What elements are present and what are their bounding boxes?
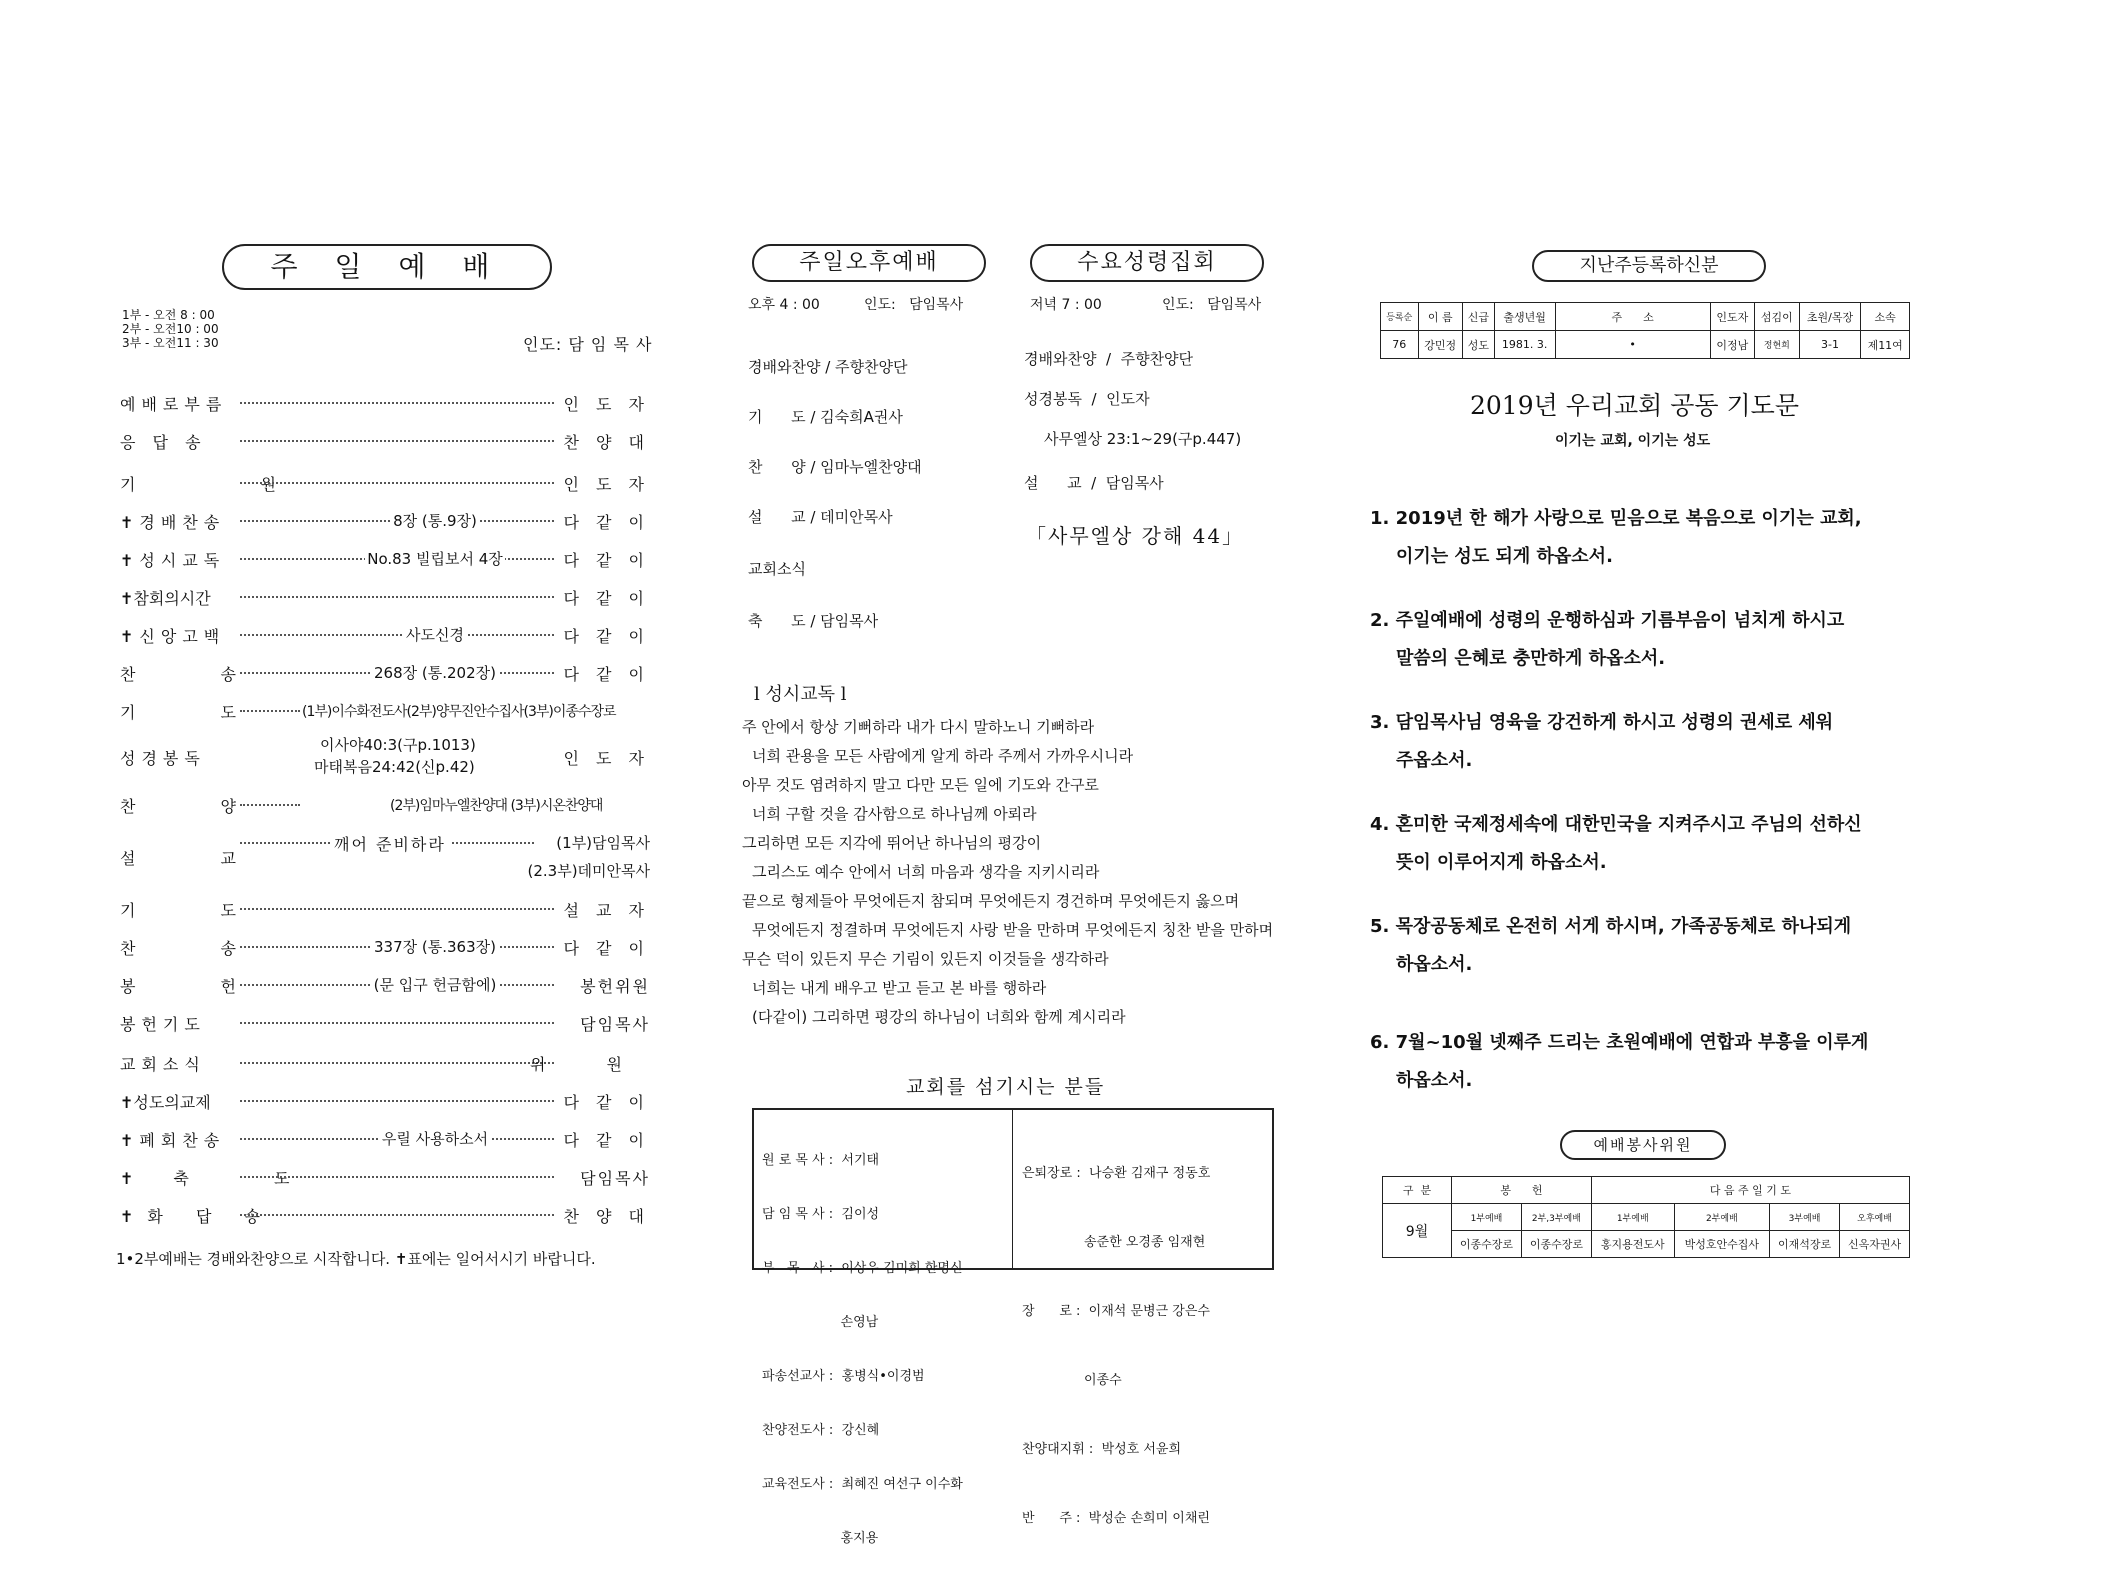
order-right: 설 교 자 [563, 901, 650, 920]
order-right: 찬 양 대 [563, 433, 650, 452]
dots [240, 1214, 554, 1216]
order-left: 예배로부름 [120, 395, 228, 414]
order-right: 다 같 이 [563, 1131, 650, 1150]
order-right: 담임목사 [580, 1169, 650, 1188]
order-row [120, 392, 650, 422]
newcomer-title: 지난주등록하신분 [1532, 250, 1766, 282]
order-row [120, 662, 650, 692]
prayer-num: 2. [1370, 610, 1390, 631]
time-2: 2부 - 오전10 : 00 [122, 322, 219, 336]
afternoon-item: 교회소식 [748, 560, 806, 578]
cell: 박성호안수집사 [1674, 1231, 1770, 1258]
wednesday-title: 수요성령집회 [1030, 244, 1264, 282]
prayer-item [1370, 908, 1910, 984]
afternoon-time: 오후 4 : 00 [748, 297, 820, 313]
reading-line: 끝으로 형제들아 무엇에든지 참되며 무엇에든지 경건하며 무엇에든지 옳으며 [742, 892, 1240, 910]
cell: 강민정 [1418, 331, 1463, 359]
wednesday-time: 저녁 7 : 00 [1030, 297, 1102, 313]
staff-line: 담 임 목 사 : 김이성 [762, 1207, 880, 1222]
prayer-line: 주옵소서. [1396, 750, 1473, 771]
order-mid: No.83 빌립보서 4장 [367, 550, 503, 568]
cell: 3-1 [1799, 331, 1861, 359]
order-left: ✝축 도 [120, 1169, 330, 1188]
cell: 1981. 3. [1494, 331, 1555, 359]
order-left: 봉헌기도 [120, 1015, 206, 1034]
newcomer-row [1381, 331, 1910, 359]
sub-cell: 3부예배 [1770, 1204, 1840, 1231]
afternoon-item: 기 도 / 김숙희A권사 [748, 408, 903, 426]
dots [240, 908, 554, 910]
order-left: 교회소식 [120, 1055, 206, 1074]
reading-line: 너희 관용을 모든 사람에게 알게 하라 주께서 가까우시니라 [752, 747, 1134, 765]
cell: 이재석장로 [1770, 1231, 1840, 1258]
order-left: ✝화 답 송 [120, 1207, 274, 1226]
reading-line: 너희는 내게 배우고 받고 듣고 본 바를 행하라 [752, 979, 1047, 997]
cell: 이종수장로 [1521, 1231, 1591, 1258]
order-row [120, 936, 650, 966]
order-mid: 268장 (통.202장) [374, 664, 496, 682]
order-row [120, 1204, 650, 1234]
order-left: 설 교 [120, 849, 276, 868]
wednesday-sermon: 「사무엘상 강해 44」 [1026, 524, 1245, 548]
order-mid: 깨어 준비하라 [330, 832, 450, 855]
wednesday-leader: 인도: 담임목사 [1162, 297, 1262, 313]
responsive-title: l 성시교독 l [754, 684, 847, 705]
afternoon-item: 축 도 / 담임목사 [748, 612, 879, 630]
staff-box [752, 1108, 1274, 1546]
reading-line: 너희 구할 것을 감사함으로 하나님께 아뢰라 [752, 805, 1037, 823]
sub-cell: 2부,3부예배 [1521, 1204, 1591, 1231]
service-row [1383, 1231, 1910, 1258]
order-left: ✝성도의교제 [120, 1093, 211, 1112]
prayer-line: 하옵소서. [1396, 954, 1473, 975]
order-mid: 사도신경 [406, 626, 464, 644]
order-right: 위 원 [530, 1055, 650, 1074]
cell: 이정남 [1710, 331, 1755, 359]
sub-cell: 오후예배 [1840, 1204, 1910, 1231]
order-row [120, 1012, 650, 1042]
dots [240, 440, 554, 442]
order-right: 인 도 자 [563, 749, 650, 768]
prayer-line: 말씀의 은혜로 충만하게 하옵소서. [1396, 648, 1666, 669]
dots [240, 596, 554, 598]
cell: 신옥자권사 [1840, 1231, 1910, 1258]
prayer-line: 2019년 한 해가 사랑으로 믿음으로 복음으로 이기는 교회, [1395, 508, 1862, 529]
order-right: 인 도 자 [563, 395, 650, 414]
order-right: 봉헌위원 [580, 977, 650, 996]
sub-cell: 1부예배 [1591, 1204, 1674, 1231]
service-times [122, 308, 219, 350]
month-cell: 9월 [1383, 1204, 1452, 1258]
order-row [120, 700, 650, 730]
sunday-note: 1•2부예배는 경배와찬양으로 시작합니다. ✝표에는 일어서시기 바랍니다. [116, 1250, 596, 1268]
order-left: 찬 송 [120, 939, 276, 958]
cell: • [1555, 331, 1710, 359]
staff-line: 송준한 오경종 임재현 [1022, 1235, 1206, 1250]
staff-line: 부 목 사 : 이상우 김미희 한명신 [762, 1261, 963, 1276]
staff-left [762, 1116, 963, 1584]
order-row [120, 472, 650, 502]
prayer-item [1370, 1024, 1910, 1100]
order-mid: 8장 (통.9장) [393, 512, 477, 530]
order-row [120, 1166, 650, 1196]
wednesday-item: 사무엘상 23:1~29(구p.447) [1044, 430, 1242, 448]
order-row [120, 430, 650, 460]
staff-title: 교회를 섬기시는 분들 [906, 1076, 1106, 1098]
order-row [120, 1090, 650, 1120]
dots [240, 402, 554, 404]
order-left: 찬 송 [120, 665, 276, 684]
cell: 제11여 [1861, 331, 1910, 359]
prayer-item [1370, 806, 1910, 882]
order-left: ✝신앙고백 [120, 627, 226, 646]
order-right: 다 같 이 [563, 627, 650, 646]
order-left: ✝참회의시간 [120, 589, 211, 608]
dots [240, 1176, 554, 1178]
staff-line: 찬양전도사 : 강신혜 [762, 1423, 880, 1438]
prayer-line: 뜻이 이루어지게 하옵소서. [1396, 852, 1607, 873]
sunday-title: 주 일 예 배 [222, 244, 552, 290]
order-mid: 337장 (통.363장) [374, 938, 496, 956]
sunday-leader: 인도: 담 임 목 사 [523, 335, 653, 354]
prayer-line: 혼미한 국제정세속에 대한민국을 지켜주시고 주님의 선하신 [1395, 814, 1862, 835]
header-cell: 섬김이 [1755, 303, 1800, 331]
order-left: 기 도 [120, 703, 276, 722]
dots [240, 1100, 554, 1102]
order-right: 다 같 이 [563, 551, 650, 570]
order-right: 찬 양 대 [563, 1207, 650, 1226]
prayer-num: 1. [1370, 508, 1390, 529]
order-right: 다 같 이 [563, 939, 650, 958]
order-mid: (문 입구 헌금함에) [373, 976, 497, 994]
header-cell: 봉 헌 [1452, 1177, 1592, 1204]
newcomer-header-row [1381, 303, 1910, 331]
cell: 76 [1381, 331, 1419, 359]
reading-line: (다같이) 그리하면 평강의 하나님이 너희와 함께 계시리라 [752, 1008, 1126, 1026]
order-mid-2: 마태복음24:42(신p.42) [314, 758, 475, 776]
order-left: 기 도 [120, 901, 276, 920]
afternoon-leader: 인도: 담임목사 [864, 297, 964, 313]
order-row [120, 794, 650, 824]
staff-line: 찬양대지휘 : 박성호 서윤희 [1022, 1442, 1182, 1457]
order-right: 다 같 이 [563, 589, 650, 608]
time-3: 3부 - 오전11 : 30 [122, 336, 219, 350]
order-left: ✝경배찬송 [120, 513, 226, 532]
wednesday-item: 설 교 / 담임목사 [1024, 474, 1164, 492]
header-cell: 초원/목장 [1799, 303, 1861, 331]
order-row [120, 1128, 650, 1158]
header-cell: 다 음 주 일 기 도 [1591, 1177, 1909, 1204]
order-row [120, 738, 650, 786]
time-1: 1부 - 오전 8 : 00 [122, 308, 215, 322]
prayer-line: 7월~10월 넷째주 드리는 초원예배에 연합과 부흥을 이루게 [1395, 1032, 1869, 1053]
prayer-num: 5. [1370, 916, 1390, 937]
reading-line: 무엇에든지 정결하며 무엇에든지 사랑 받을 만하며 무엇에든지 칭찬 받을 만하며 [752, 921, 1274, 939]
wednesday-item: 성경봉독 / 인도자 [1024, 390, 1150, 408]
reading-line: 주 안에서 항상 기뻐하라 내가 다시 말하노니 기뻐하라 [742, 718, 1095, 736]
staff-line: 교육전도사 : 최혜진 여선구 이수화 [762, 1477, 963, 1492]
reading-line: 무슨 덕이 있든지 무슨 기림이 있든지 이것들을 생각하라 [742, 950, 1109, 968]
staff-divider [1012, 1110, 1013, 1268]
order-right: 다 같 이 [563, 1093, 650, 1112]
cell: 홍지용전도사 [1591, 1231, 1674, 1258]
staff-right [1022, 1116, 1210, 1576]
order-left: 기 원 [120, 475, 336, 494]
dots [240, 804, 300, 806]
service-table [1382, 1176, 1910, 1258]
cell: 이종수장로 [1452, 1231, 1522, 1258]
order-mid-2: (2.3부)데미안목사 [527, 862, 650, 880]
order-left: 성경봉독 [120, 749, 206, 768]
dots [240, 1062, 554, 1064]
afternoon-item: 경배와찬양 / 주향찬양단 [748, 358, 908, 376]
prayer-num: 3. [1370, 712, 1390, 733]
order-right: (1부)담임목사 [556, 834, 650, 852]
sub-cell: 2부예배 [1674, 1204, 1770, 1231]
prayer-line: 이기는 성도 되게 하옵소서. [1396, 546, 1613, 567]
order-left: 봉 헌 [120, 977, 276, 996]
header-cell: 출생년월 [1494, 303, 1555, 331]
header-cell: 소속 [1861, 303, 1910, 331]
cell: 정현희 [1755, 331, 1800, 359]
header-cell: 인도자 [1710, 303, 1755, 331]
sub-cell: 1부예배 [1452, 1204, 1522, 1231]
prayer-num: 6. [1370, 1032, 1390, 1053]
service-header-row [1383, 1177, 1910, 1204]
order-left: ✝성시교독 [120, 551, 226, 570]
order-mid: 이사야40:3(구p.1013) [320, 736, 476, 754]
prayer-line: 담임목사님 영육을 강건하게 하시고 성령의 권세로 세워 [1395, 712, 1834, 733]
cell: 성도 [1463, 331, 1495, 359]
order-right: 다 같 이 [563, 513, 650, 532]
staff-line: 손영남 [762, 1315, 879, 1330]
order-row [120, 624, 650, 654]
order-row [120, 898, 650, 928]
reading-line: 아무 것도 염려하지 말고 다만 모든 일에 기도와 간구로 [742, 776, 1099, 794]
dots [240, 710, 300, 712]
order-row [120, 510, 650, 540]
staff-line: 이종수 [1022, 1373, 1122, 1388]
order-row [120, 832, 650, 878]
afternoon-item: 설 교 / 데미안목사 [748, 508, 893, 526]
order-row [120, 548, 650, 578]
staff-line: 은퇴장로 : 나승환 김재구 정동호 [1022, 1166, 1211, 1181]
header-cell: 구 분 [1383, 1177, 1452, 1204]
prayer-title: 2019년 우리교회 공동 기도문 [1470, 391, 1799, 420]
order-left: ✝폐회찬송 [120, 1131, 226, 1150]
prayer-line: 하옵소서. [1396, 1070, 1473, 1091]
order-row [120, 974, 650, 1004]
header-cell: 이 름 [1418, 303, 1463, 331]
order-mid: (1부)이수화전도사(2부)양무진안수집사(3부)이종수장로 [302, 704, 616, 720]
prayer-item [1370, 602, 1910, 678]
staff-line: 반 주 : 박성순 손희미 이채린 [1022, 1511, 1210, 1526]
order-right: 담임목사 [580, 1015, 650, 1034]
wednesday-item: 경배와찬양 / 주향찬양단 [1024, 350, 1194, 368]
header-cell: 등록순 [1381, 303, 1419, 331]
prayer-num: 4. [1370, 814, 1390, 835]
staff-line: 장 로 : 이재석 문병근 강은수 [1022, 1304, 1210, 1319]
prayer-subtitle: 이기는 교회, 이기는 성도 [1555, 433, 1711, 449]
order-right: 인 도 자 [563, 475, 650, 494]
order-mid: 우릴 사용하소서 [381, 1130, 489, 1148]
order-mid: (2부)임마누엘찬양대 (3부)시온찬양대 [390, 798, 603, 814]
service-subheader-row [1383, 1204, 1910, 1231]
staff-line: 파송선교사 : 홍병식•이경범 [762, 1369, 925, 1384]
order-left: 응 답 송 [120, 433, 207, 452]
reading-line: 그리스도 예수 안에서 너희 마음과 생각을 지키시리라 [752, 863, 1100, 881]
header-cell: 주 소 [1555, 303, 1710, 331]
dots [240, 482, 554, 484]
staff-line: 홍지용 [762, 1531, 879, 1546]
afternoon-title: 주일오후예배 [752, 244, 986, 282]
order-row [120, 586, 650, 616]
service-title: 예배봉사위원 [1560, 1130, 1726, 1160]
prayer-line: 목장공동체로 온전히 서게 하시며, 가족공동체로 하나되게 [1395, 916, 1852, 937]
order-row [120, 1052, 650, 1082]
prayer-item [1370, 500, 1910, 576]
order-right: 다 같 이 [563, 665, 650, 684]
dots [240, 1022, 554, 1024]
prayer-item [1370, 704, 1910, 780]
staff-line: 원 로 목 사 : 서기태 [762, 1153, 880, 1168]
order-left: 찬 양 [120, 797, 276, 816]
afternoon-item: 찬 양 / 임마누엘찬양대 [748, 458, 922, 476]
newcomer-table [1380, 302, 1910, 359]
prayer-line: 주일예배에 성령의 운행하심과 기름부음이 넘치게 하시고 [1395, 610, 1845, 631]
header-cell: 신급 [1463, 303, 1495, 331]
reading-line: 그리하면 모든 지각에 뛰어난 하나님의 평강이 [742, 834, 1042, 852]
